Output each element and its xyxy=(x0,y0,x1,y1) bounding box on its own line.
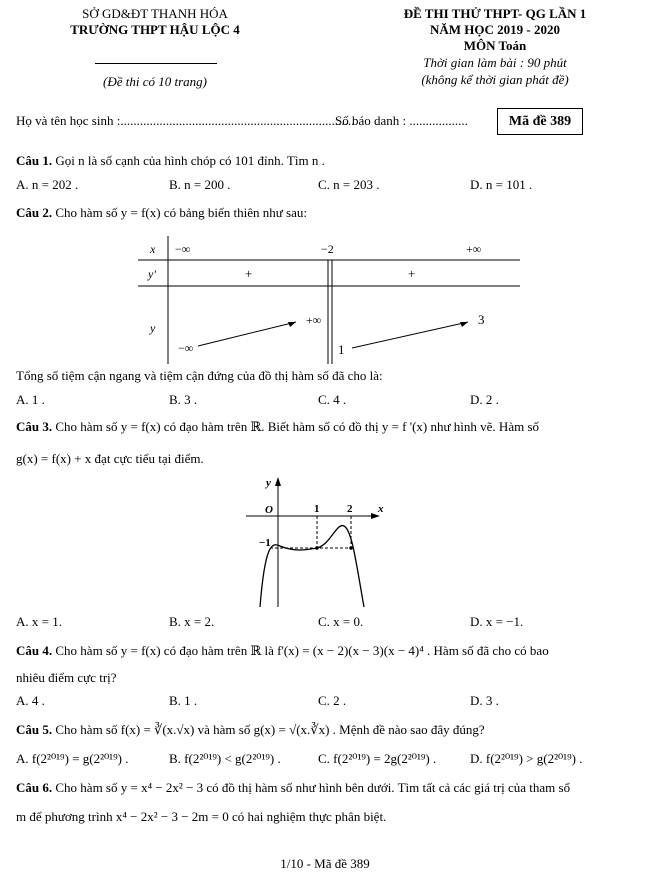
graph-tick-2: 2 xyxy=(347,503,353,515)
q6-stem-line1 xyxy=(16,780,570,796)
vt-yp-left: + xyxy=(245,266,253,281)
vt-x-mid: −2 xyxy=(321,242,334,256)
pages-note: (Đề thi có 10 trang) xyxy=(103,74,207,89)
q5-option-b: B. f(2²⁰¹⁹) < g(2²⁰¹⁹) . xyxy=(169,751,281,766)
graph-x-label: x xyxy=(378,503,384,515)
q3-label: Câu 3. xyxy=(16,419,53,434)
graph-y-label: y xyxy=(266,477,271,489)
student-name-label: Họ và tên học sinh : xyxy=(16,113,121,128)
vt-x-label: x xyxy=(150,242,156,256)
vt-y-label: y xyxy=(150,321,156,335)
q5-option-a: A. f(2²⁰¹⁹) = g(2²⁰¹⁹) . xyxy=(16,751,129,766)
q4-label: Câu 4. xyxy=(16,643,53,658)
q1-text: Gọi n là số cạnh của hình chóp có 101 đỉnh. Tìm n . xyxy=(55,153,325,168)
graph-tick-minus1: −1 xyxy=(259,537,271,549)
page-footer: 1/10 - Mã đề 389 xyxy=(280,856,370,871)
exam-time-note: (không kể thời gian phát đề) xyxy=(421,72,569,87)
vt-x-left: −∞ xyxy=(175,242,191,256)
q3-text-1: Cho hàm số y = f(x) có đạo hàm trên ℝ. Biết hàm số có đồ thị y = f '(x) như hình vẽ. Hàm số xyxy=(55,419,540,434)
q1-label: Câu 1. xyxy=(16,153,53,168)
school-name: TRƯỜNG THPT HẬU LỘC 4 xyxy=(70,22,240,37)
q1-stem xyxy=(16,153,325,169)
school-year: NĂM HỌC 2019 - 2020 xyxy=(430,22,560,37)
q3-text-2: g(x) = f(x) + x đạt cực tiểu tại điểm. xyxy=(16,451,204,466)
student-name-line xyxy=(16,113,354,129)
q4-option-b: B. 1 . xyxy=(169,693,198,708)
student-id-line xyxy=(335,113,468,129)
q2-option-a: A. 1 . xyxy=(16,392,45,407)
q4-option-c: C. 2 . xyxy=(318,693,347,708)
subject: MÔN Toán xyxy=(463,38,527,53)
exam-time: Thời gian làm bài : 90 phút xyxy=(423,55,567,70)
header-divider xyxy=(95,63,217,64)
q2-option-c: C. 4 . xyxy=(318,392,347,407)
q5-text: Cho hàm số f(x) = ∛(x.√x) và hàm số g(x) = √(x.∛x) . Mệnh đề nào sao đây đúng? xyxy=(55,722,485,737)
q6-label: Câu 6. xyxy=(16,780,53,795)
q2-option-d: D. 2 . xyxy=(470,392,499,407)
student-name-field: ........................................................................ xyxy=(120,113,355,128)
vt-y-left-start: −∞ xyxy=(178,341,194,355)
vt-arrow-left xyxy=(198,322,296,346)
derivative-graph xyxy=(240,472,390,610)
vt-y-left-end: +∞ xyxy=(306,313,322,327)
q2-followup: Tổng số tiệm cận ngang và tiệm cận đứng của đồ thị hàm số đã cho là: xyxy=(16,368,383,383)
q6-text-2: m để phương trình x⁴ − 2x² − 3 − 2m = 0 có hai nghiệm thực phân biệt. xyxy=(16,809,387,824)
vt-y-right-start: 1 xyxy=(338,342,345,357)
vt-x-right: +∞ xyxy=(466,242,482,256)
q5-stem xyxy=(16,722,485,738)
dept-name: SỞ GD&ĐT THANH HÓA xyxy=(82,6,228,21)
q1-option-a: A. n = 202 . xyxy=(16,177,79,192)
q3-option-b: B. x = 2. xyxy=(169,614,215,629)
q4-stem-line1 xyxy=(16,643,549,659)
q2-stem xyxy=(16,205,307,221)
variation-table xyxy=(0,236,650,364)
q1-option-d: D. n = 101 . xyxy=(470,177,533,192)
q2-option-b: B. 3 . xyxy=(169,392,198,407)
q1-option-c: C. n = 203 . xyxy=(318,177,380,192)
q6-text-1: Cho hàm số y = x⁴ − 2x² − 3 có đồ thị hàm số như hình bên dưới. Tìm tất cả các giá trị của tham số xyxy=(55,780,571,795)
q3-option-c: C. x = 0. xyxy=(318,614,364,629)
q2-label: Câu 2. xyxy=(16,205,53,220)
vt-yp-right: + xyxy=(408,266,416,281)
q1-option-b: B. n = 200 . xyxy=(169,177,231,192)
q4-option-d: D. 3 . xyxy=(470,693,499,708)
q4-option-a: A. 4 . xyxy=(16,693,45,708)
q2-text: Cho hàm số y = f(x) có bảng biến thiên như sau: xyxy=(55,205,307,220)
graph-tick-1: 1 xyxy=(314,503,320,515)
q4-text-2: nhiêu điểm cực trị? xyxy=(16,670,117,685)
q3-option-d: D. x = −1. xyxy=(470,614,524,629)
q3-stem-line1 xyxy=(16,419,539,435)
q5-label: Câu 5. xyxy=(16,722,53,737)
graph-curve xyxy=(260,526,364,607)
student-id-field: .................. xyxy=(409,113,468,128)
vt-arrow-right xyxy=(352,322,468,348)
q5-option-d: D. f(2²⁰¹⁹) > g(2²⁰¹⁹) . xyxy=(470,751,583,766)
vt-y-right-end: 3 xyxy=(478,312,485,327)
exam-code: Mã đề 389 xyxy=(497,108,583,135)
graph-origin: O xyxy=(265,504,273,516)
student-id-label: Số báo danh : xyxy=(335,113,407,128)
q3-option-a: A. x = 1. xyxy=(16,614,62,629)
q4-text-1: Cho hàm số y = f(x) có đạo hàm trên ℝ là f'(x) = (x − 2)(x − 3)(x − 4)⁴ . Hàm số đã cho có bao xyxy=(55,643,549,658)
exam-title: ĐỀ THI THỬ THPT- QG LẦN 1 xyxy=(403,6,587,21)
q5-option-c: C. f(2²⁰¹⁹) = 2g(2²⁰¹⁹) . xyxy=(318,751,437,766)
vt-yp-label: y' xyxy=(148,267,156,281)
